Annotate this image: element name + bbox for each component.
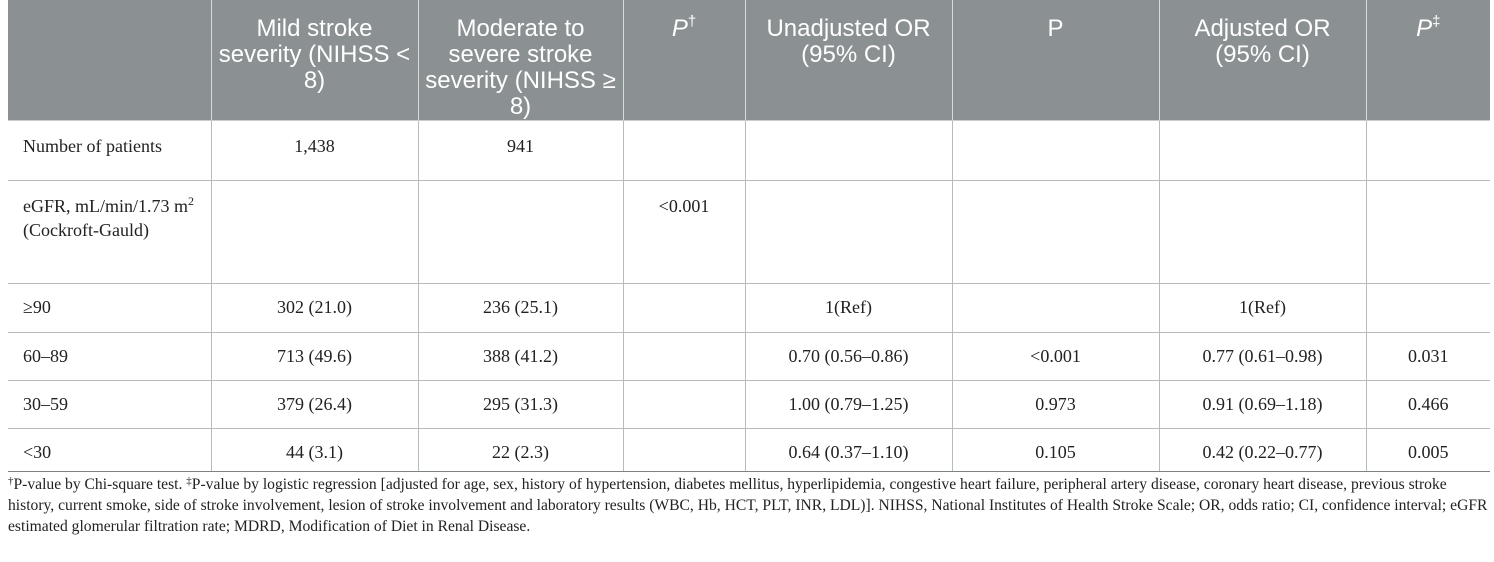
row-label: 30–59: [8, 381, 211, 429]
cell-p3: [1366, 181, 1490, 284]
table-row: [8, 121, 1490, 181]
cell-p2: [952, 284, 1159, 333]
cell-p1: [623, 121, 745, 181]
table-row: [8, 181, 1490, 284]
cell-p3: [1366, 284, 1490, 333]
cell-moderate-severe: [418, 181, 623, 284]
header-p-chi-square: [623, 0, 745, 121]
cell-p3: 0.466: [1366, 381, 1490, 429]
header-row: [8, 0, 1490, 121]
cell-p3: [1366, 121, 1490, 181]
dagger-mark: †: [687, 13, 697, 30]
header-p1-label: P: [671, 15, 688, 42]
cell-p1: [623, 429, 745, 472]
cell-p2: [952, 181, 1159, 284]
row-label: Number of patients: [8, 121, 211, 181]
cell-adjusted-or: 0.77 (0.61–0.98): [1159, 333, 1366, 381]
table-footnote: [8, 474, 1490, 537]
cell-p2: <0.001: [952, 333, 1159, 381]
cell-unadjusted-or: 0.64 (0.37–1.10): [745, 429, 952, 472]
egfr-label-sup: 2: [188, 194, 195, 208]
header-mild-severity: Mild stroke severity (NIHSS < 8): [211, 0, 418, 121]
cell-p1: [623, 333, 745, 381]
cell-p2: 0.973: [952, 381, 1159, 429]
row-label-egfr: [8, 181, 211, 284]
footnote-dagger-mark: †: [8, 475, 14, 487]
cell-moderate-severe: 22 (2.3): [418, 429, 623, 472]
cell-mild: [211, 181, 418, 284]
cell-adjusted-or: 0.91 (0.69–1.18): [1159, 381, 1366, 429]
header-p-logistic: [1366, 0, 1490, 121]
cell-p2: [952, 121, 1159, 181]
egfr-label-line1: eGFR, mL/min/1.73 m: [23, 196, 189, 216]
cell-unadjusted-or: [745, 181, 952, 284]
header-p3-label: P: [1416, 15, 1433, 42]
cell-p3: 0.005: [1366, 429, 1490, 472]
cell-moderate-severe: 236 (25.1): [418, 284, 623, 333]
cell-moderate-severe: 295 (31.3): [418, 381, 623, 429]
cell-mild: 44 (3.1): [211, 429, 418, 472]
header-adjusted-or: Adjusted OR (95% CI): [1159, 0, 1366, 121]
cell-p3: 0.031: [1366, 333, 1490, 381]
row-label: ≥90: [8, 284, 211, 333]
cell-mild: 1,438: [211, 121, 418, 181]
row-label: 60–89: [8, 333, 211, 381]
cell-mild: 302 (21.0): [211, 284, 418, 333]
egfr-label-line2: (Cockroft-Gauld): [23, 220, 149, 240]
results-table: [8, 0, 1490, 472]
cell-p1: [623, 381, 745, 429]
header-moderate-severe: Moderate to severe stroke severity (NIHSS ≥ 8): [418, 0, 623, 121]
cell-adjusted-or: 0.42 (0.22–0.77): [1159, 429, 1366, 472]
cell-adjusted-or: [1159, 181, 1366, 284]
cell-p2: 0.105: [952, 429, 1159, 472]
double-dagger-mark: ‡: [1432, 13, 1441, 30]
table-row: [8, 429, 1490, 472]
header-unadjusted-or: Unadjusted OR (95% CI): [745, 0, 952, 121]
cell-moderate-severe: 388 (41.2): [418, 333, 623, 381]
cell-moderate-severe: 941: [418, 121, 623, 181]
footnote-text-logistic: P-value by logistic regression [adjusted for age, sex, history of hypertension, diabetes mellitus, hyperlipidemia, congestive heart failure, peripheral artery disease, coronary heart disease, previous stroke history, current smoke, side of stroke involvement, lesion of stroke involvement and laboratory results (WBC, Hb, HCT, PLT, INR, LDL)]. NIHSS, National Institutes of Health Stroke Scale; OR, odds ratio; CI, confidence interval; eGFR estimated glomerular filtration rate; MDRD, Modification of Diet in Renal Disease.: [8, 476, 1488, 535]
cell-p1: <0.001: [623, 181, 745, 284]
footnote-text-chi-square: P-value by Chi-square test.: [13, 476, 187, 493]
header-blank: [8, 0, 211, 121]
table-row: [8, 381, 1490, 429]
cell-mild: 713 (49.6): [211, 333, 418, 381]
table-container: [8, 0, 1490, 472]
table-row: [8, 284, 1490, 333]
row-label: <30: [8, 429, 211, 472]
cell-unadjusted-or: 1.00 (0.79–1.25): [745, 381, 952, 429]
cell-mild: 379 (26.4): [211, 381, 418, 429]
table-row: [8, 333, 1490, 381]
cell-p1: [623, 284, 745, 333]
cell-unadjusted-or: 0.70 (0.56–0.86): [745, 333, 952, 381]
header-p: P: [952, 0, 1159, 121]
cell-unadjusted-or: [745, 121, 952, 181]
footnote-double-dagger-mark: ‡: [186, 475, 192, 487]
cell-adjusted-or: [1159, 121, 1366, 181]
cell-unadjusted-or: 1(Ref): [745, 284, 952, 333]
cell-adjusted-or: 1(Ref): [1159, 284, 1366, 333]
